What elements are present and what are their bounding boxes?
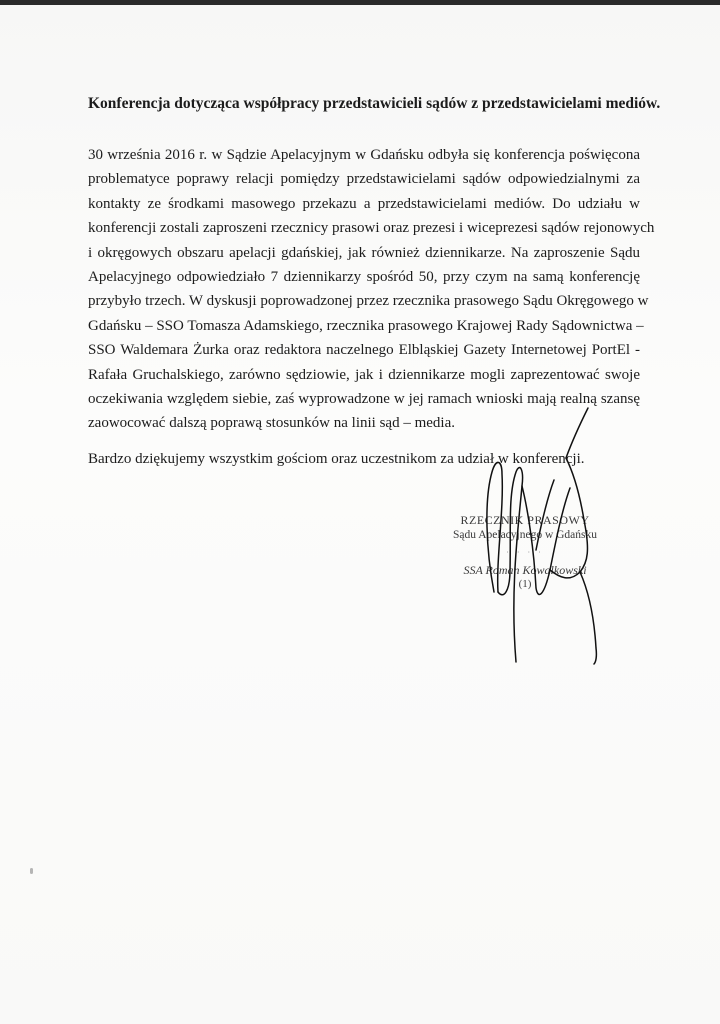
stamp-title: RZECZNIK PRASOWY [460, 513, 590, 527]
body-line: problematyce poprawy relacji pomiędzy przedstawicielami sądów odpowiedzialnymi za [88, 171, 640, 188]
body-line: 30 września 2016 r. w Sądzie Apelacyjnym w Gdańsku odbyła się konferencja poświęcona [88, 147, 640, 163]
stamp-dots: · · · · [506, 548, 544, 557]
stamp-court: Sądu Apelacyjnego w Gdańsku [452, 529, 598, 541]
body-line: SSO Waldemara Żurka oraz redaktora naczelnego Elbląskiej Gazety Internetowej PortEl - [88, 342, 640, 359]
document-title: Konferencja dotycząca współpracy przedstawicieli sądów z przedstawicielami mediów. [88, 95, 661, 112]
body-line: zaowocować dalszą poprawą stosunków na linii sąd – media. [88, 415, 455, 432]
body-line: oczekiwania względem siebie, zaś wyprowadzone w jej ramach wnioski mają realną szansę [88, 391, 640, 408]
document-body [88, 143, 655, 436]
body-line: Gdańsku – SSO Tomasza Adamskiego, rzecznika prasowego Krajowej Rady Sądownictwa – [88, 317, 644, 334]
stamp-signatory-name: SSA Roman Kowalkowski [463, 563, 587, 577]
body-line: Rafała Gruchalskiego, zarówno sędziowie, jak i dziennikarze mogli zaprezentować swoje [88, 366, 640, 383]
body-line: konferencji zostali zaproszeni rzecznicy prasowi oraz prezesi i wiceprezesi sądów rejonowych [88, 220, 655, 237]
scan-speck [30, 868, 33, 874]
body-line: i okręgowych obszaru apelacji gdańskiej, jak również dziennikarze. Na zaproszenie Sądu [88, 244, 640, 261]
scan-top-edge [0, 0, 720, 5]
handwritten-signature [470, 400, 610, 670]
body-line: Apelacyjnego odpowiedziało 7 dziennikarzy spośród 50, przy czym na samą konferencję [88, 269, 640, 286]
closing-line: Bardzo dziękujemy wszystkim gościom oraz uczestnikom za udział w konferencji. [88, 451, 585, 467]
stamp-number: (1) [518, 578, 532, 590]
body-line: przybyło trzech. W dyskusji poprowadzonej przez rzecznika prasowego Sądu Okręgowego w [88, 293, 649, 310]
body-line: kontakty ze środkami masowego przekazu a przedstawicielami mediów. Do udziału w [88, 195, 640, 212]
